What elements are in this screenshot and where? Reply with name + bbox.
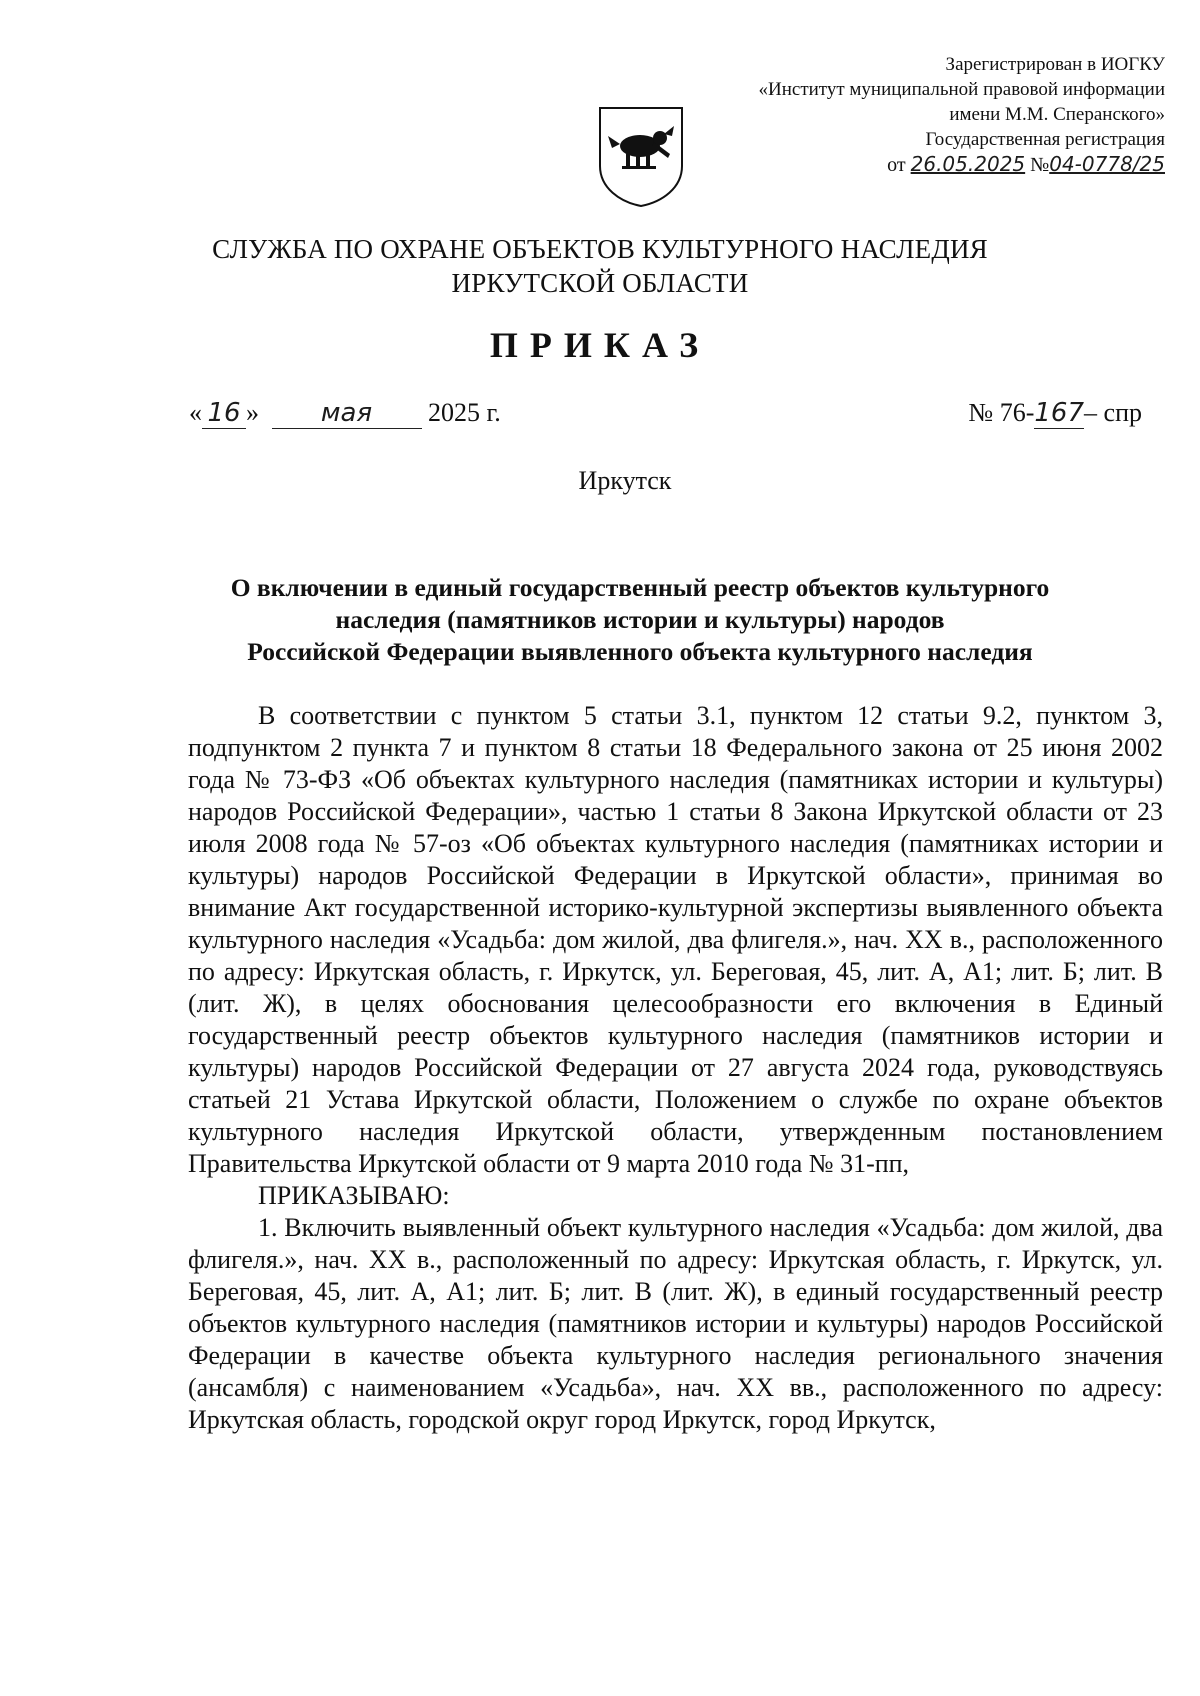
order-date [189,398,501,429]
registration-date: 26.05.2025 [910,152,1026,176]
document-type: ПРИКАЗ [489,325,711,365]
date-day: 16 [202,398,246,429]
date-year: 2025 г. [428,398,501,427]
registration-number-line [625,152,1165,178]
order-number-prefix: № 76- [968,398,1035,427]
registration-stamp [625,52,1165,178]
city: Иркутск [578,466,672,495]
order-number-handwritten: 167 [1034,398,1085,428]
subject-line-1: О включении в единый государственный реестр объектов культурного [230,573,1050,602]
organization-line-1: СЛУЖБА ПО ОХРАНЕ ОБЪЕКТОВ КУЛЬТУРНОГО НАСЛЕДИЯ [212,234,988,264]
registration-line-2: «Институт муниципальной правовой информации [758,79,1165,100]
organization-name [0,232,1200,300]
date-month: мая [272,398,422,429]
order-number-suffix: – спр [1084,398,1142,427]
preamble-paragraph: В соответствии с пунктом 5 статьи 3.1, пунктом 12 статьи 9.2, пунктом 3, подпунктом 2 пункта 7 и пунктом 8 статьи 18 Федерального закона от 25 июня 2002 года № 73-ФЗ «Об объектах культурного наследия (памятниках истории и культуры) народов Российской Федерации», частью 1 статьи 8 Закона Иркутской области от 23 июля 2008 года № 57-оз «Об объектах культурного наследия (памятниках истории и культуры) народов Российской Федерации в Иркутской области», принимая во внимание Акт государственной историко-культурной экспертизы выявленного объекта культурного наследия «Усадьба: дом жилой, два флигеля.», нач. XX в., расположенного по адресу: Иркутская область, г. Иркутск, ул. Береговая, 45, лит. А, А1; лит. Б; лит. В (лит. Ж), в целях обоснования целесообразности его включения в Единый государственный реестр объектов культурного наследия (памятников истории и культуры) народов Российской Федерации от 27 августа 2024 года, руководствуясь статьей 21 Устава Иркутской области, Положением о службе по охране объектов культурного наследия Иркутской области, утвержденным постановлением Правительства Иркутской области от 9 марта 2010 года № 31-пп, [188,701,1163,1178]
registration-line-1: Зарегистрирован в ИОГКУ [945,54,1165,75]
registration-line-4: Государственная регистрация [925,129,1165,150]
subject-line-3: Российской Федерации выявленного объекта культурного наследия [247,637,1033,666]
order-number [968,398,1142,429]
date-open-quote: « [189,398,202,427]
order-body [188,700,1163,1436]
registration-line-3: имени М.М. Сперанского» [949,104,1165,125]
registration-prefix: от [887,154,906,176]
organization-line-2: ИРКУТСКОЙ ОБЛАСТИ [451,268,749,298]
registration-number: 04-0778/25 [1049,152,1165,176]
registration-number-prefix: № [1030,154,1050,176]
date-close-quote: » [246,398,259,427]
irkutsk-coat-of-arms-icon [596,104,686,208]
order-subject [150,572,1130,668]
subject-line-2: наследия (памятников истории и культуры) народов [335,605,945,634]
order-word: ПРИКАЗЫВАЮ: [258,1181,450,1210]
order-item-1: 1. Включить выявленный объект культурного наследия «Усадьба: дом жилой, два флигеля.», нач. XX в., расположенный по адресу: Иркутская область, г. Иркутск, ул. Береговая, 45, лит. А, А1; лит. Б; лит. В (лит. Ж), в единый государственный реестр объектов культурного наследия (памятников истории и культуры) народов Российской Федерации в качестве объекта культурного наследия регионального значения (ансамбля) с наименованием «Усадьба», нач. XX вв., расположенного по адресу: Иркутская область, городской округ город Иркутск, город Иркутск, [188,1213,1163,1434]
